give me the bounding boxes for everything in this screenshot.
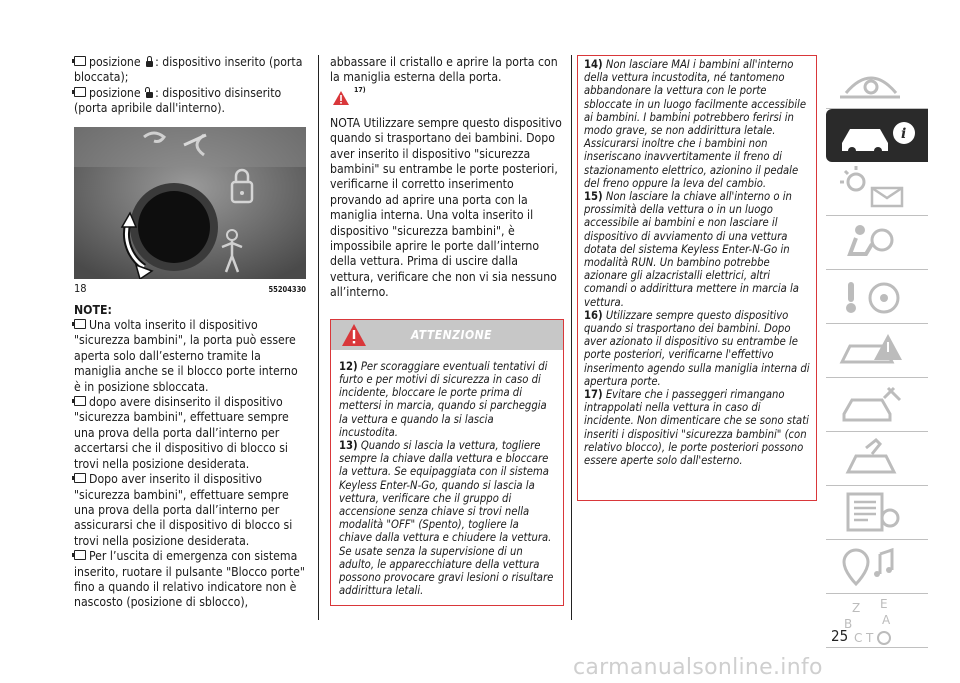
index-letter: C: [854, 631, 863, 645]
attention-title: ATTENZIONE: [411, 327, 493, 342]
tab-dashboard[interactable]: [826, 55, 928, 109]
tab-technical-data[interactable]: [826, 486, 928, 540]
tab-emergency[interactable]: [826, 378, 928, 432]
bullet-icon: [74, 319, 86, 329]
warning-item: 16) Utilizzare sempre questo dispositivo quando si trasportano dei bambini. Dopo aver azionato il dispositivo su entrambe le porte posteriori, verificarne l'effettivo inserimento agendo sulla maniglia interna di apertura porte.: [584, 308, 810, 388]
warning-item: 17) Evitare che i passeggeri rimangano intrappolati nella vettura in caso di incidente. Non dimenticare che se sono stati inseriti i dispositivi "sicurezza bambini" (con relativo blocco), le porte posteriori possono essere aperte solo dall'esterno.: [584, 388, 809, 468]
column-3: [577, 55, 817, 501]
position-unlocked-line: posizione : dispositivo disinserito (porta apribile dall'interno).: [74, 85, 282, 116]
index-letter: Z: [852, 601, 861, 615]
note-item: Per l’uscita di emergenza con sistema inserito, ruotare il pulsante "Blocco porte" fino a quando il relativo indicatore non è nascosto (posizione di sblocco),: [74, 549, 305, 610]
car-dashboard-icon: [826, 55, 916, 105]
warning-item: 13) Quando si lascia la vettura, togliere sempre la chiave dalla vettura e bloccare la vettura. Se equipaggiata con il sistema Keyless Enter-N-Go, quando si lascia la vettura, verificare che il gruppo di accensione senza chiave si trovi nella modalità "OFF" (Spento), togliere la chiave dalla vettura e chiudere la vettura. Se usate senza la supervisione di un adulto, le apparecchiature della vettura possono provocare gravi lesioni o risultare addirittura letali.: [339, 438, 554, 598]
attention-header: [331, 320, 563, 350]
index-letter: A: [882, 613, 891, 627]
tab-starting-driving[interactable]: [826, 270, 928, 324]
note-item: dopo avere disinserito il dispositivo "sicurezza bambini", effettuare sempre una prova della porta dall’interno per accertarsi che il dispositivo di blocco si trovi nella posizione desiderata.: [74, 395, 289, 471]
warning-triangle-icon: [332, 90, 350, 110]
child-lock-photo: [74, 127, 306, 279]
column-2: [330, 55, 562, 606]
warning-item: 14) Non lasciare MAI i bambini all'interno della vettura incustodita, né tantomeno abbandonare la vettura con le porte sbloccate in un luogo facilmente accessibile ai bambini. I bambini potrebbero ferirsi in modo grave, se non addirittura letale. Assicurarsi inoltre che i bambini non inseriscano inavvertitamente il freno di stazionamento elettrico, azionino il pedale del freno oppure la leva del cambio.: [584, 58, 807, 190]
position-locked-line: posizione : dispositivo inserito (porta bloccata);: [74, 55, 303, 85]
svg-text:i: i: [901, 126, 907, 142]
figure-caption: [74, 282, 306, 295]
toolbox-car-icon: [826, 378, 916, 428]
tab-safety[interactable]: [826, 216, 928, 270]
airbag-person-icon: [826, 216, 916, 266]
warning-triangle-icon: [341, 323, 367, 351]
index-letter: B: [844, 617, 853, 631]
chapter-sidebar: [826, 55, 928, 648]
bullet-icon: [74, 87, 86, 97]
tab-multimedia[interactable]: [826, 540, 928, 594]
tab-lights-messages[interactable]: [826, 162, 928, 216]
lock-closed-icon: [146, 61, 153, 67]
bullet-icon: [74, 56, 86, 66]
car-info-icon: [826, 109, 926, 162]
bullet-icon: [74, 473, 86, 483]
music-nav-icon: [826, 540, 916, 590]
attention-box: [330, 319, 564, 607]
figure-code: 55204330: [268, 284, 306, 294]
note-item: Dopo aver inserito il dispositivo "sicurezza bambini", effettuare sempre una prova della porta dall’interno per assicurarsi che il dispositivo di blocco si trovi nella posizione desiderata.: [74, 472, 293, 548]
column-divider: [571, 55, 572, 620]
note-item: Una volta inserito il dispositivo "sicurezza bambini", la porta può essere aperta solo dall’esterno tramite la maniglia anche se il blocco porte interno è in posizione sbloccata.: [74, 318, 298, 394]
warning-item: 12) Per scoraggiare eventuali tentativi di furto e per motivi di sicurezza in caso di incidente, bloccare le porte prima di mettersi in marcia, quando si parcheggia la vettura e quando la si lascia incustodita.: [339, 359, 548, 439]
bullet-icon: [74, 396, 86, 406]
watermark: carmanualsonline.info: [573, 655, 823, 680]
steering-wheel-icon: [826, 270, 916, 320]
attention-body: [331, 350, 563, 606]
bullet-icon: [74, 550, 86, 560]
index-letter: E: [880, 597, 888, 611]
warnings-box: [577, 55, 817, 501]
warning-item: 15) Non lasciare la chiave all'interno o in prossimità della vettura o in un luogo accessibile ai bambini e non lasciare il dispositivo di avviamento di una vettura dotata del sistema Keyless Enter-N-Go in modalità RUN. Un bambino potrebbe azionare gli alzacristalli elettrici, altri comandi o addirittura mettere in marcia la vettura.: [584, 190, 799, 309]
paragraph: NOTA Utilizzare sempre questo dispositivo quando si trasportano dei bambini. Dopo aver inserito il dispositivo "sicurezza bambini" su entrambe le porte posteriori, verificarne il corretto inserimento provando ad aprire una porta con la maniglia interna. Una volta inserito il dispositivo "sicurezza bambini", è impossibile aprire le porte dall’interno della vettura. Prima di uscire dalla vettura, verificare che non vi sia nessuno all’interno.: [330, 115, 562, 300]
spec-sheet-icon: [826, 486, 916, 536]
car-wrench-icon: [826, 432, 916, 482]
tab-warnings[interactable]: [826, 324, 928, 378]
column-1: [74, 55, 306, 611]
figure-number: 18: [74, 281, 87, 295]
page-number: 25: [831, 627, 849, 645]
index-letter: T: [866, 631, 874, 645]
paragraph: abbassare il cristallo e aprire la porta con la maniglia esterna della porta.: [330, 55, 558, 85]
tab-maintenance[interactable]: [826, 432, 928, 486]
car-warning-icon: [826, 324, 916, 374]
warning-reference: 17): [330, 86, 562, 112]
lock-open-icon: [146, 92, 153, 98]
sun-envelope-icon: [826, 162, 916, 212]
column-divider: [318, 55, 319, 620]
note-heading: NOTE:: [74, 302, 112, 317]
tab-car-info[interactable]: [826, 109, 928, 162]
